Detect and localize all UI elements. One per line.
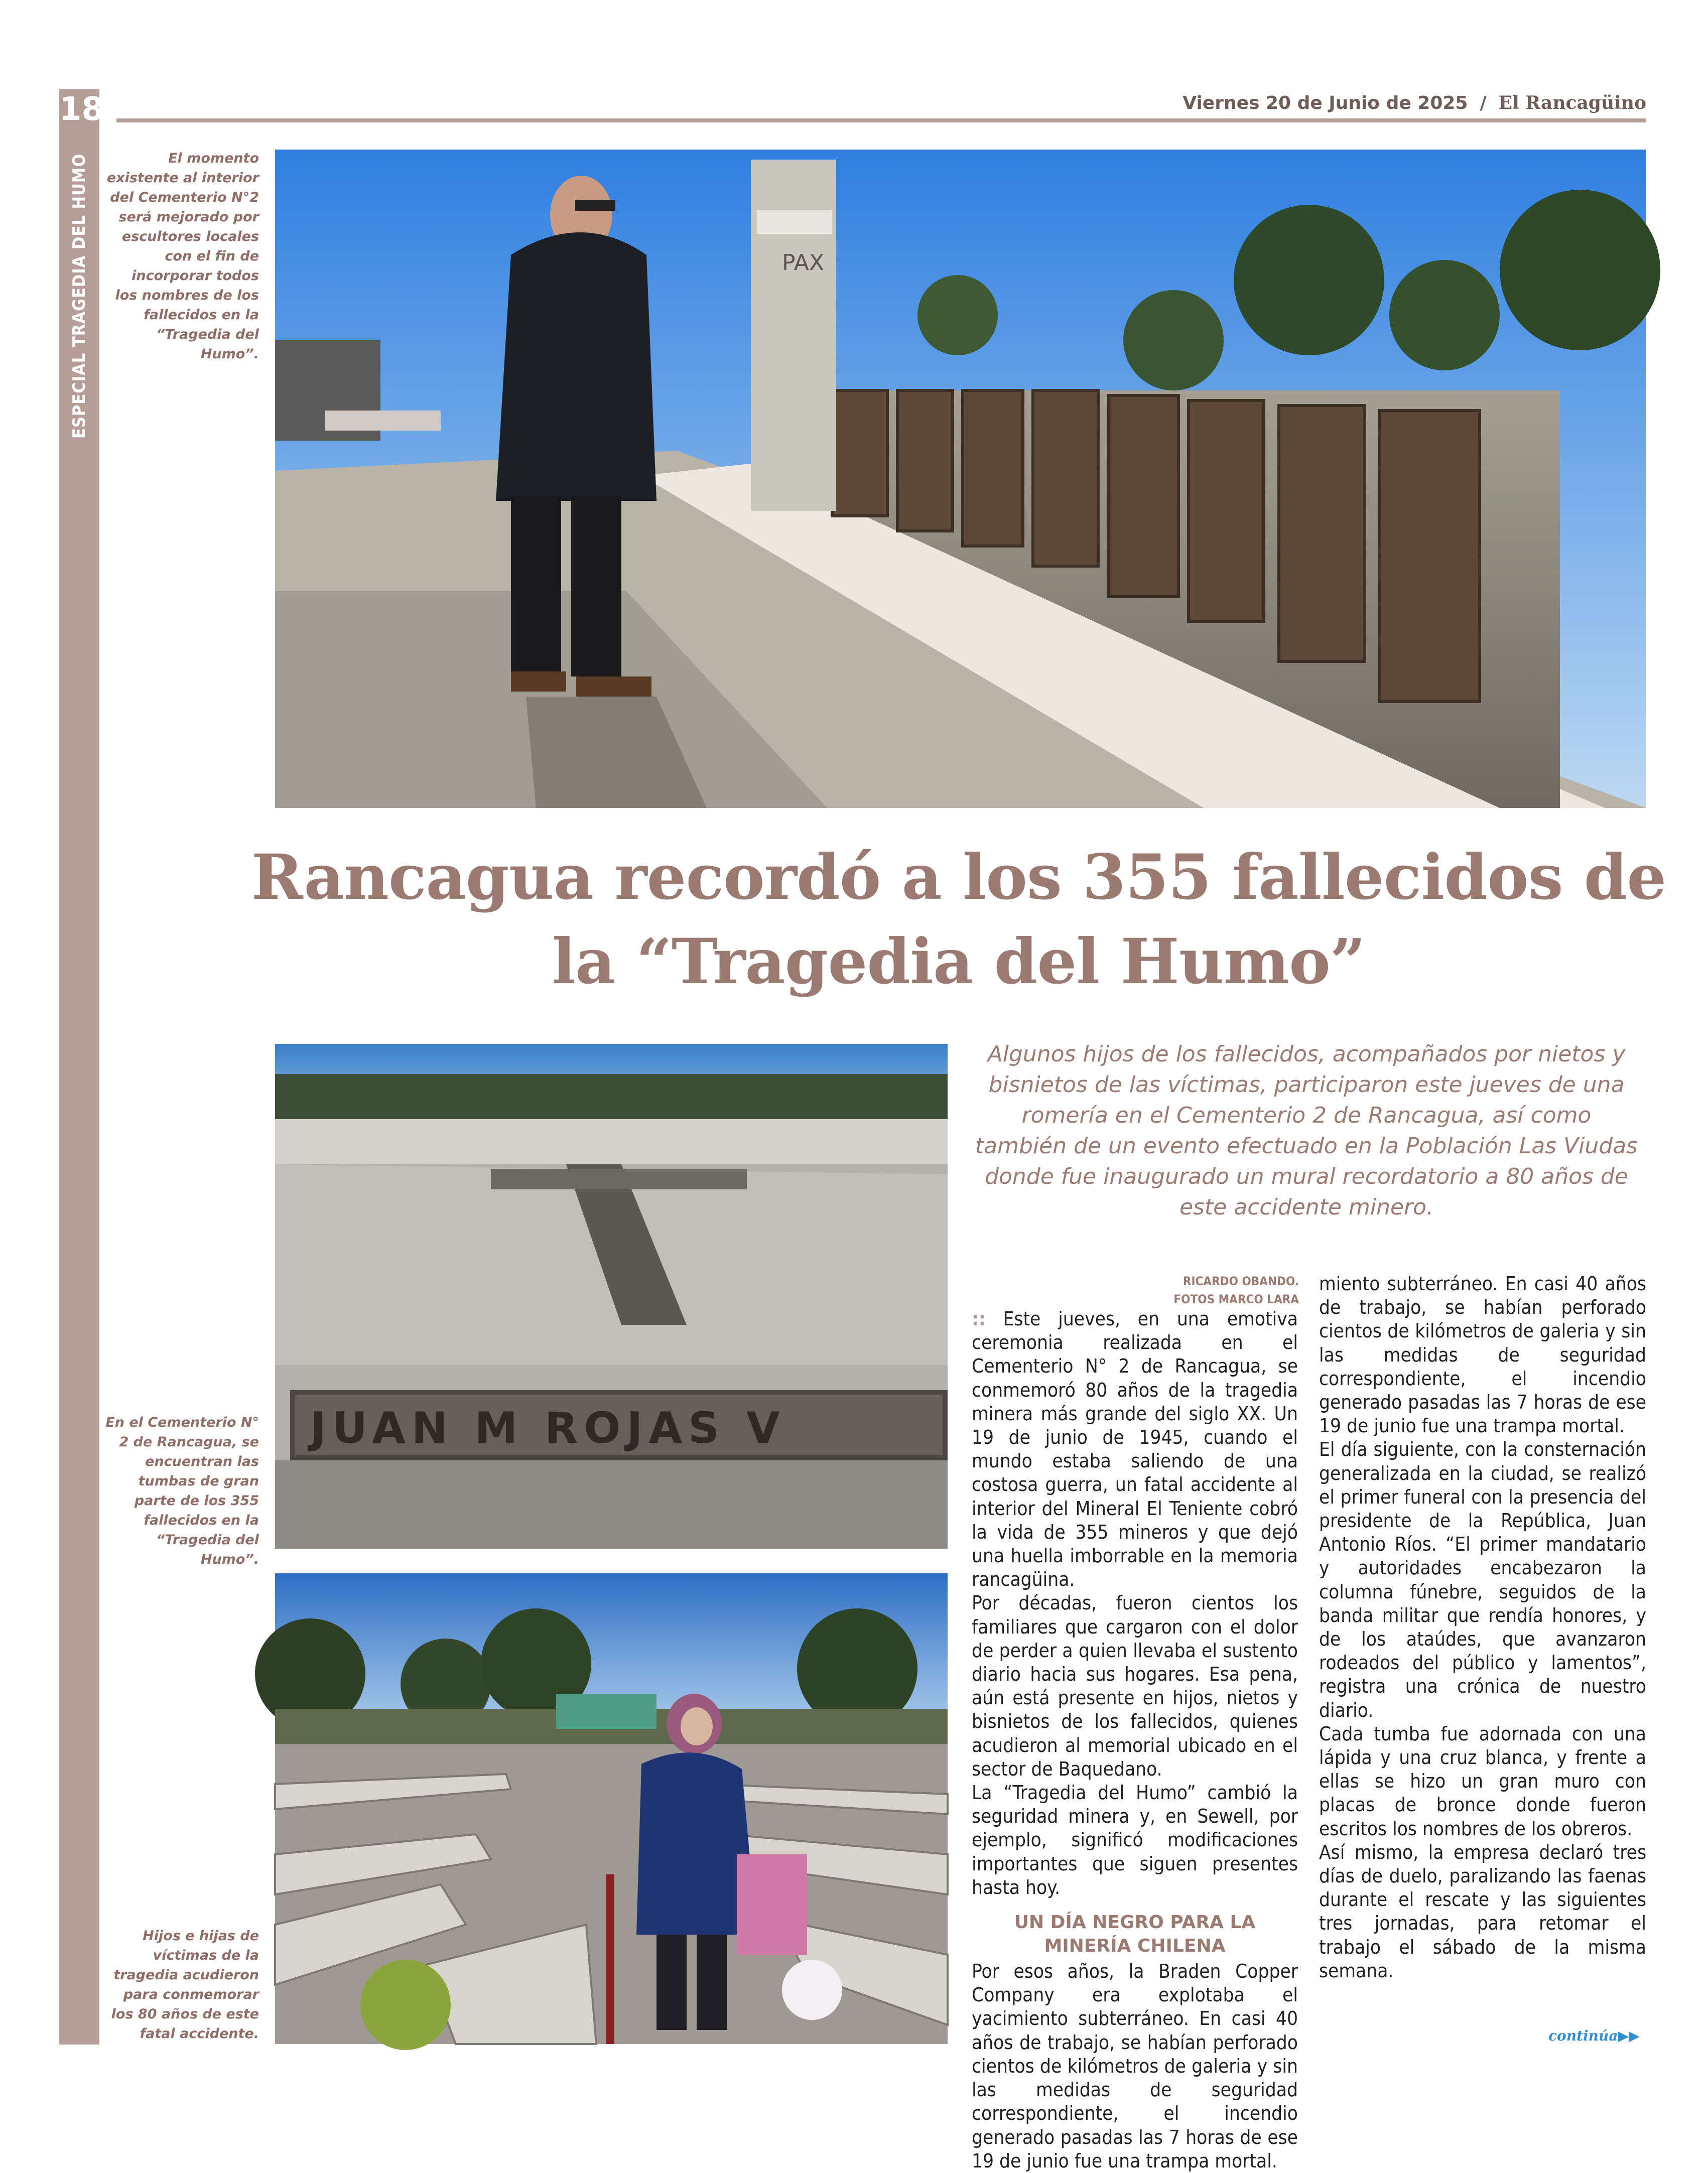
bullet-marker: :: [972,1308,986,1330]
masthead: El Rancagüino [1498,92,1646,113]
caption-plaque-photo: En el Cementerio N° 2 de Rancagua, se encuentran las tumbas de gran parte de los 355 fallecidos en la “Tragedia del Humo”. [105,1415,259,1567]
header-separator: / [1480,92,1487,113]
double-arrow-icon: ▶▶ [1618,2027,1640,2044]
hero-plaque-text: PAX [782,250,824,276]
body-paragraph: Cada tumba fue adornada con una lápida y una cruz blanca, y frente a ellas se hizo un gran muro con placas de bronce donde fueron escritos los nombres de los obreros. [1319,1722,1646,1840]
page-header [1154,90,1646,115]
body-paragraph: Por esos años, la Braden Copper Company era explotaba el yacimiento subterráneo. En casi 40 años de trabajo, se habían perforado cientos de kilómetros de galeria y sin las medidas de seguridad correspondiente, el incendio generado pasadas las 7 horas de ese 19 de junio fue una trampa mortal. [972,1960,1298,2172]
continue-link[interactable]: continúa▶▶ [1548,2027,1640,2044]
article-headline: Rancagua recordó a los 355 fallecidos de la “Tragedia del Humo” [251,841,1666,998]
photo-grave-plaque [275,1044,948,1549]
photo-rows-of-graves [275,1573,948,2044]
hero-photo-memorial-wall [275,150,1646,808]
body-paragraph-continued: miento subterráneo. En casi 40 años de trabajo, se habían perforado cientos de kilómetros de galeria y sin las medidas de seguridad correspondiente, el incendio generado pasadas las 7 horas de ese 19 de junio fue una trampa mortal. [1319,1273,1646,1438]
body-paragraph: Así mismo, la empresa declaró tres días de duelo, paralizando las faenas durante el rescate y las siguientes tres jornadas, para retomar el trabajo el sábado de la misma semana. [1319,1841,1646,1982]
header-rule [116,118,1646,122]
body-paragraph: La “Tragedia del Humo” cambió la seguridad minera y, en Sewell, por ejemplo, significó modificaciones importantes que siguen presentes hasta hoy. [972,1782,1298,1899]
subheading: UN DÍA NEGRO PARA LA MINERÍA CHILENA [1014,1912,1256,1957]
body-paragraph: El día siguiente, con la consternación generalizada en la ciudad, se realizó el primer funeral con la presencia del presidente de la República, Juan Antonio Ríos. “El primer mandatario y autoridades encabezaron la columna fúnebre, seguidos de la banda militar que rendía honores, y de los ataúdes, que avanzaron rodeados del público y lamentos”, registra una crónica de nuestro diario. [1319,1438,1646,1722]
body-paragraph: :: Este jueves, en una emotiva ceremonia realizada en el Cementerio N° 2 de Rancagua, se conmemoró 80 años de la tragedia minera más grande del siglo XX. Un 19 de junio de 1945, cuando el mundo estaba saliendo de una costosa guerra, un fatal accidente al interior del Mineral El Teniente cobró la vida de 355 mineros y que dejó una huella imborrable en la memoria rancagüina. [972,1308,1298,1591]
byline [973,1272,1299,1308]
body-column-2 [1319,1272,1646,1983]
issue-date: Viernes 20 de Junio de 2025 [1183,92,1468,113]
body-paragraph: Por décadas, fueron cientos los familiares que cargaron con el dolor de perder a quien llevaba el sustento diario hacia sus hogares. Esa pena, aún está presente en hijos, nietos y bisnietos de los fallecidos, quienes acudieron al memorial ubicado en el sector de Baquedano. [972,1592,1298,1781]
author-credit: RICARDO OBANDO. [1183,1274,1299,1288]
grave-inscription: JUAN M ROJAS V [310,1403,786,1453]
section-label: ESPECIAL TRAGEDIA DEL HUMO [69,153,89,439]
body-column-1 [972,1307,1298,2172]
caption-hero-photo: El momento existente al interior del Cementerio N°2 será mejorado por escultores locales con el fin de incorporar todos los nombres de los fallecidos en la “Tragedia del Humo”. [106,151,259,362]
article-lead: Algunos hijos de los fallecidos, acompañados por nietos y bisnietos de las víctimas, participaron este jueves de una romería en el Cementerio 2 de Rancagua, así como también de un evento efectuado en la Población Las Viudas donde fue inaugurado un mural recordatorio a 80 años de este accidente minero. [975,1041,1638,1220]
caption-graves-photo: Hijos e hijas de víctimas de la tragedia acudieron para conmemorar los 80 años de este fatal accidente. [111,1928,259,2042]
photo-credit: FOTOS MARCO LARA [1173,1292,1299,1306]
page-number: 18 [59,91,104,128]
